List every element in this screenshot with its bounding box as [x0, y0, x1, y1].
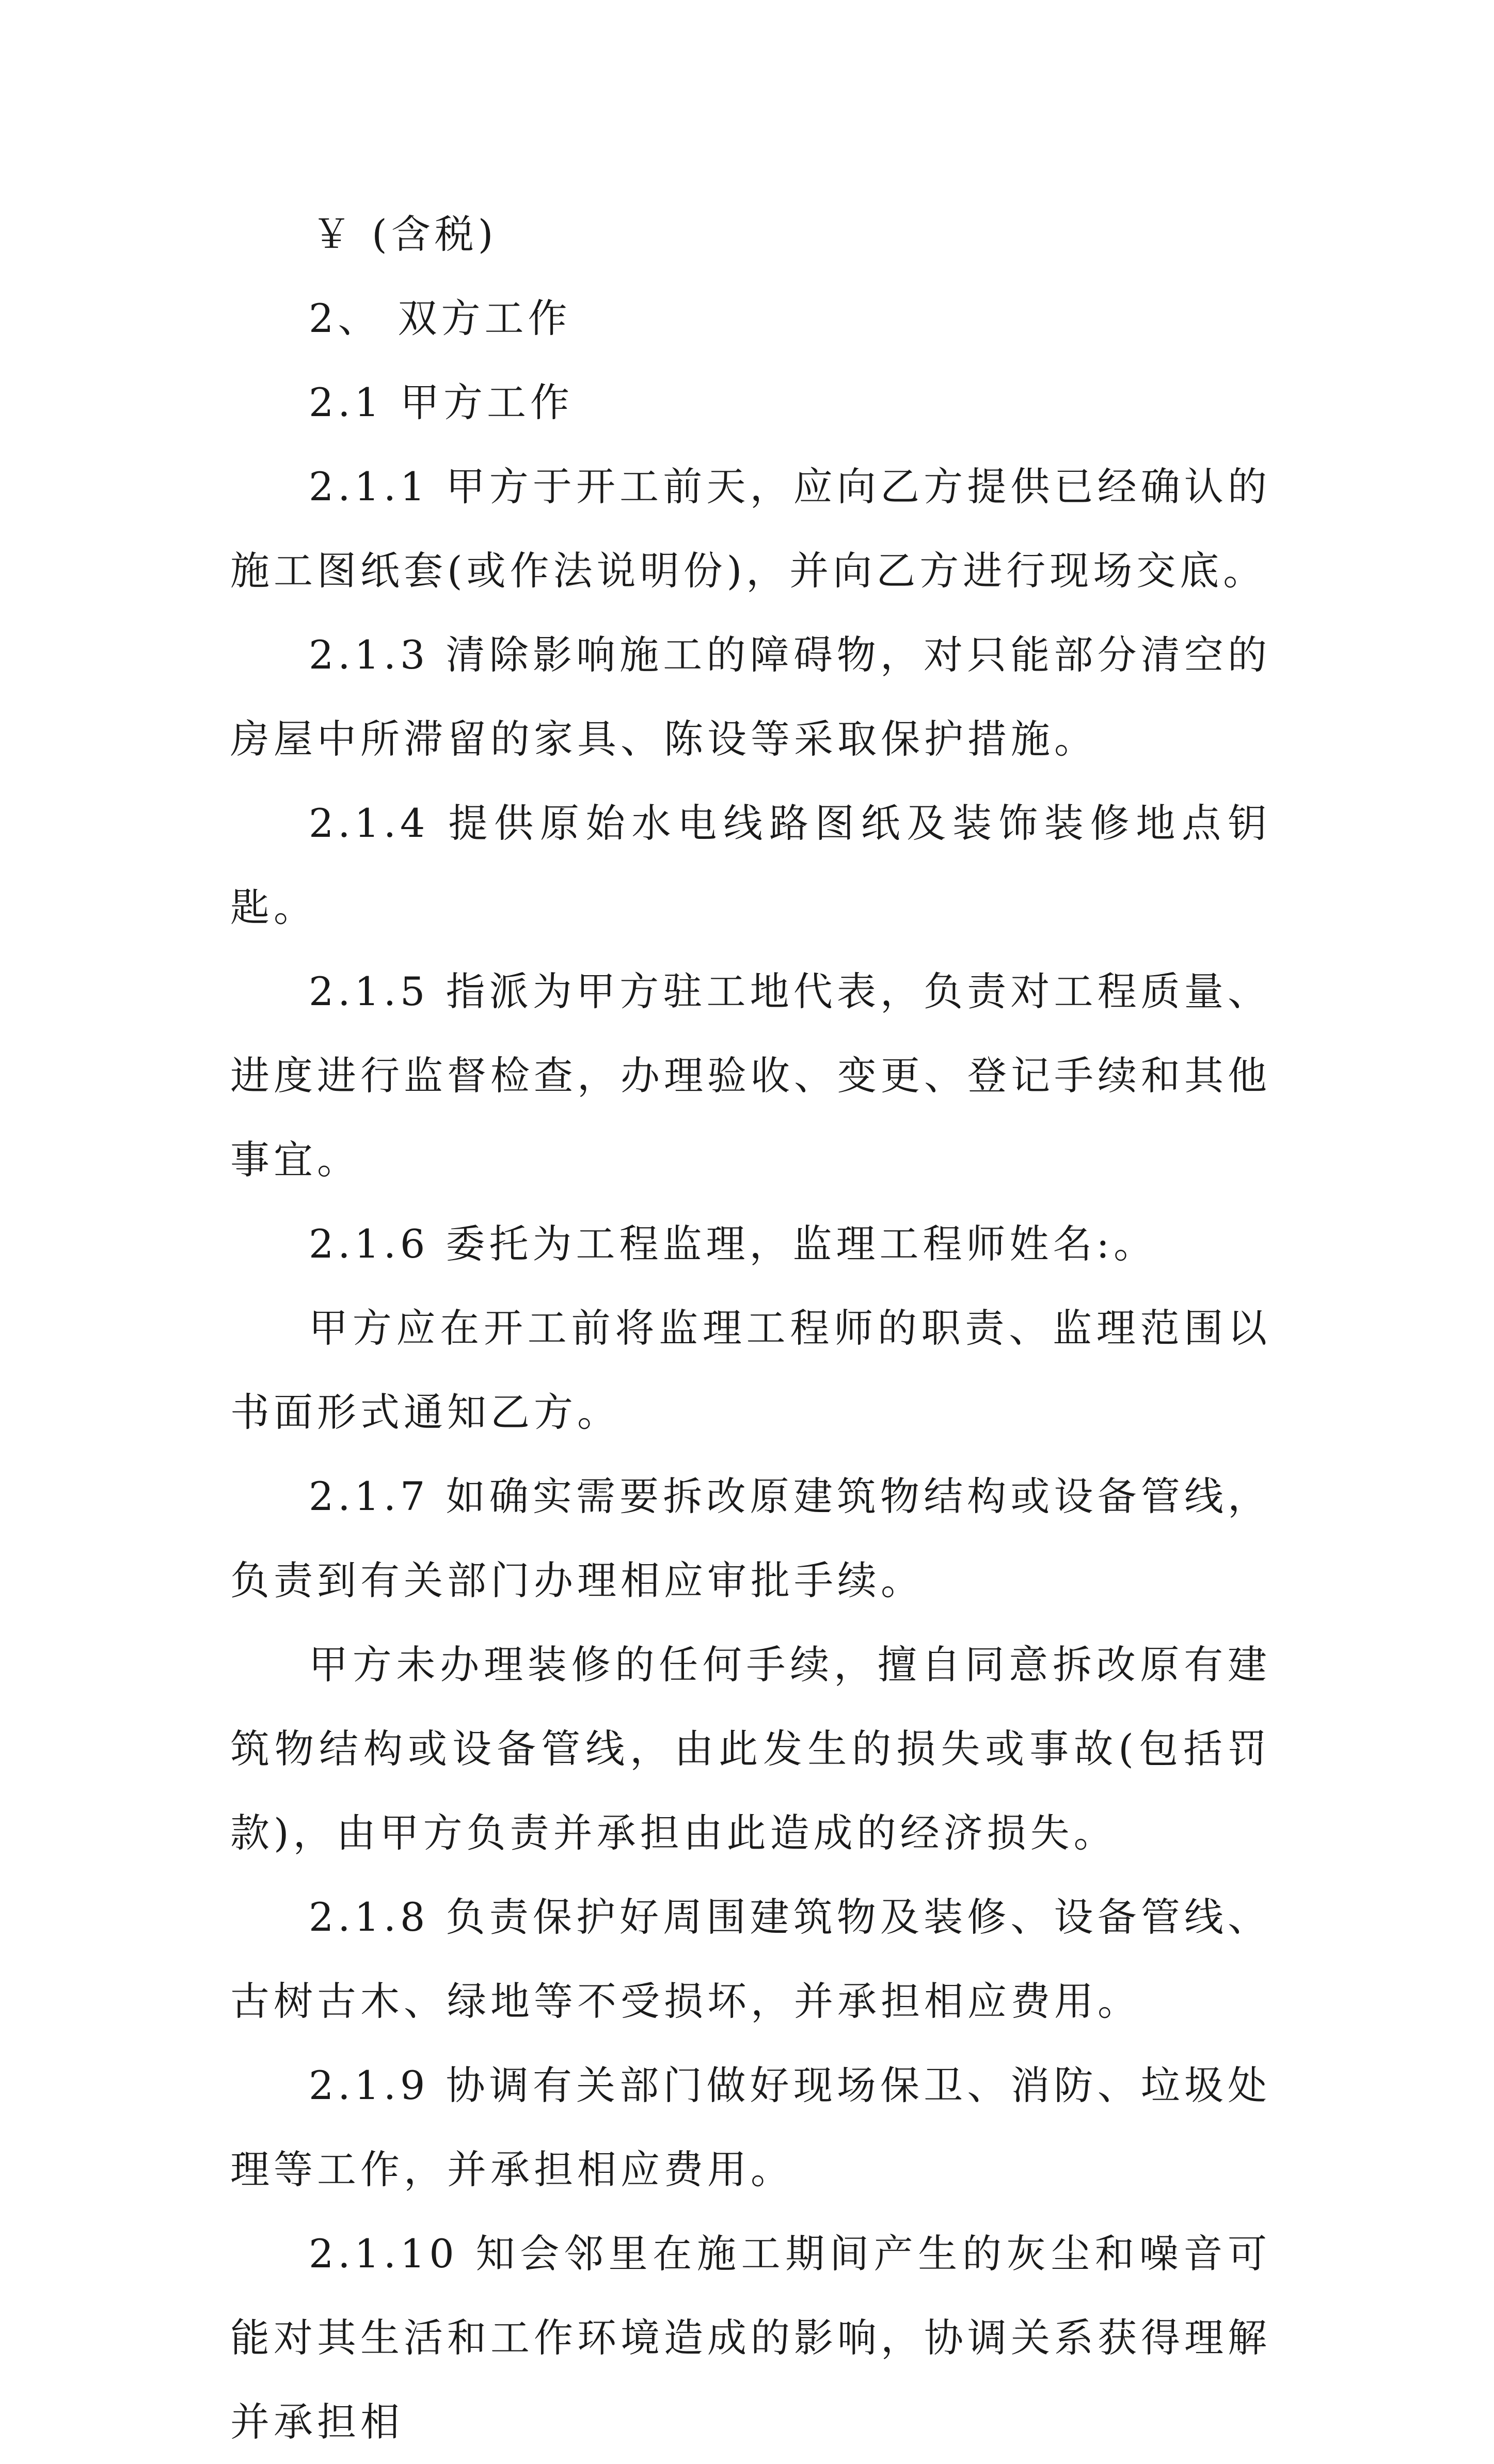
clause-2-1-8: 2.1.8 负责保护好周围建筑物及装修、设备管线、古树古木、绿地等不受损坏，并承担相应费用。 — [230, 1894, 1271, 2024]
clause-2-1-4: 2.1.4 提供原始水电线路图纸及装饰装修地点钥匙。 — [230, 800, 1271, 930]
heading-section-2: 2、 双方工作 — [309, 295, 571, 341]
heading-section-2-1: 2.1 甲方工作 — [309, 379, 574, 425]
document-body — [230, 192, 1271, 2464]
clause-2-1-6-note: 甲方应在开工前将监理工程师的职责、监理范围以书面形式通知乙方。 — [230, 1305, 1271, 1435]
clause-2-1-1: 2.1.1 甲方于开工前天，应向乙方提供已经确认的施工图纸套(或作法说明份)，并向乙方进行现场交底。 — [230, 464, 1271, 594]
clause-2-1-6: 2.1.6 委托为工程监理，监理工程师姓名:。 — [309, 1221, 1157, 1267]
paragraph-price-tax: ￥ (含税) — [312, 211, 498, 257]
clause-2-1-9: 2.1.9 协调有关部门做好现场保卫、消防、垃圾处理等工作，并承担相应费用。 — [230, 2062, 1271, 2192]
clause-2-1-7: 2.1.7 如确实需要拆改原建筑物结构或设备管线，负责到有关部门办理相应审批手续。 — [230, 1473, 1271, 1603]
clause-2-1-3: 2.1.3 清除影响施工的障碍物，对只能部分清空的房屋中所滞留的家具、陈设等采取保护措施。 — [230, 632, 1271, 762]
clause-2-1-10: 2.1.10 知会邻里在施工期间产生的灰尘和噪音可能对其生活和工作环境造成的影响，协调关系获得理解并承担相 — [230, 2231, 1271, 2445]
clause-2-1-5: 2.1.5 指派为甲方驻工地代表，负责对工程质量、进度进行监督检查，办理验收、变更、登记手续和其他事宜。 — [230, 968, 1271, 1183]
clause-2-1-7-note: 甲方未办理装修的任何手续，擅自同意拆改原有建筑物结构或设备管线，由此发生的损失或事故(包括罚款)，由甲方负责并承担由此造成的经济损失。 — [230, 1642, 1271, 1856]
